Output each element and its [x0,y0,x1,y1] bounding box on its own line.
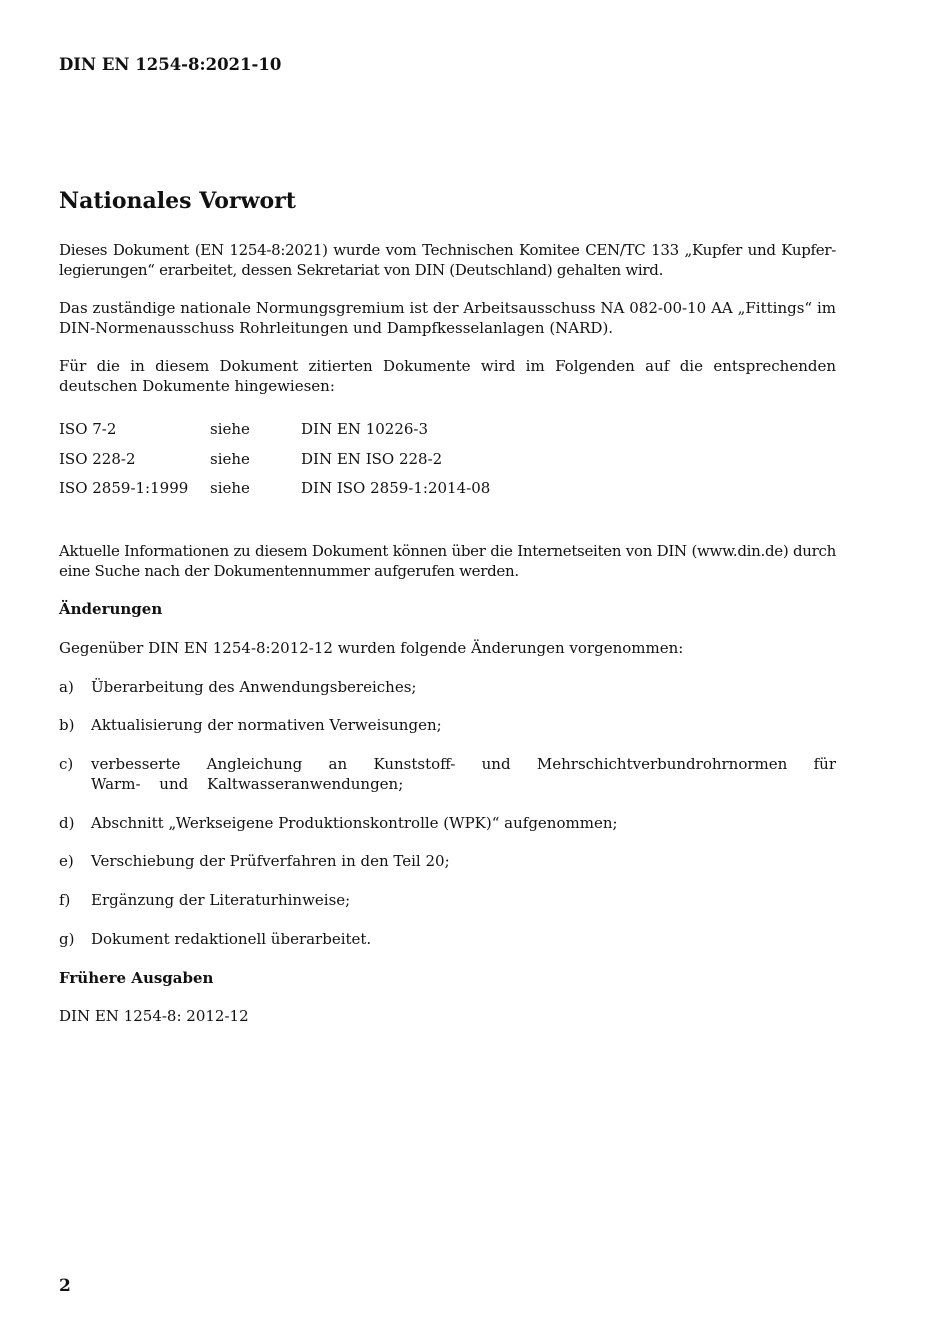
earlier-editions-heading: Frühere Ausgaben [59,969,214,987]
reference-see: siehe [210,479,250,497]
list-text: Dokument redaktionell überarbeitet. [91,930,372,948]
changes-intro: Gegenüber DIN EN 1254-8:2012-12 wurden folgende Änderungen vorgenommen: [59,639,684,657]
reference-din: DIN EN ISO 228-2 [301,450,443,468]
reference-see: siehe [210,420,250,438]
reference-iso: ISO 7-2 [59,420,117,438]
reference-din: DIN ISO 2859-1:2014-08 [301,479,491,497]
document-id-header: DIN EN 1254-8:2021-10 [59,55,282,74]
list-marker: g) [59,930,75,948]
list-text: Verschiebung der Prüfverfahren in den Teil 20; [91,852,450,870]
page-number: 2 [59,1276,71,1296]
list-marker: c) [59,755,74,773]
reference-din: DIN EN 10226-3 [301,420,429,438]
changes-heading: Änderungen [59,600,163,618]
paragraph-references-intro: Für die in diesem Dokument zitierten Dokumente wird im Folgenden auf die entsprechenden deutschen Dokumente hingewiesen: [59,357,836,395]
reference-iso: ISO 228-2 [59,450,136,468]
list-text: Ergänzung der Literaturhinweise; [91,891,351,909]
list-text: Abschnitt „Werkseigene Produktionskontrolle (WPK)“ aufgenommen; [91,814,618,832]
paragraph-standards-body: Das zuständige nationale Normungsgremium ist der Arbeitsausschuss NA 082-00-10 AA „Fittings“ im DIN-Normenausschuss Rohrleitungen und Dampfkesselanlagen (NARD). [59,299,836,337]
list-marker: e) [59,852,74,870]
list-text: Aktualisierung der normativen Verweisungen; [91,716,442,734]
list-text: Überarbeitung des Anwendungsbereiches; [91,678,417,696]
list-text: verbesserte Angleichung an Kunststoff- und Mehrschichtverbundrohrnormen für Warm- und Kaltwasseranwendungen; [91,755,836,793]
list-marker: a) [59,678,74,696]
reference-iso: ISO 2859-1:1999 [59,479,189,497]
list-marker: b) [59,716,75,734]
paragraph-information: Aktuelle Informationen zu diesem Dokument können über die Internetseiten von DIN (www.din.de) durch eine Suche nach der Dokumentennummer aufgerufen werden. [59,542,836,580]
reference-see: siehe [210,450,250,468]
page-title: Nationales Vorwort [59,188,296,214]
paragraph-committee: Dieses Dokument (EN 1254-8:2021) wurde vom Technischen Komitee CEN/TC 133 „Kupfer und Kupfer-legierungen“ erarbeitet, dessen Sekretariat von DIN (Deutschland) gehalten wird. [59,241,836,279]
list-marker: d) [59,814,75,832]
earlier-editions-text: DIN EN 1254-8: 2012-12 [59,1007,249,1025]
list-marker: f) [59,891,71,909]
